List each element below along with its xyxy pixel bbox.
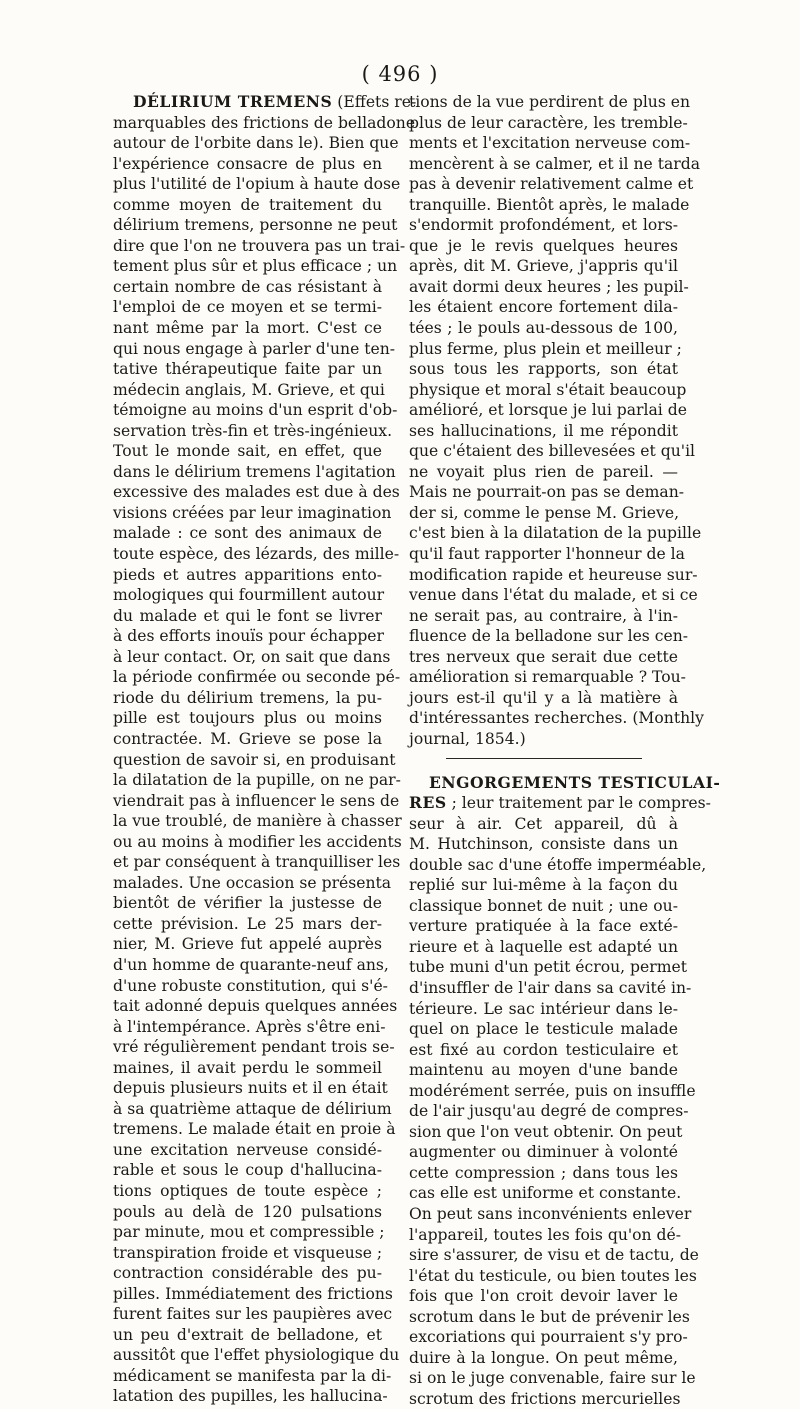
line-text: l'appareil, toutes les fois qu'on dé-	[409, 1226, 681, 1244]
right-column-line	[409, 544, 678, 565]
line-text: qui nous engage à parler d'une ten-	[113, 340, 395, 358]
left-column-line	[113, 626, 382, 647]
line-text: l'état du testicule, ou bien toutes les	[409, 1267, 697, 1285]
left-column-line	[113, 359, 382, 380]
left-column-line	[113, 523, 382, 544]
line-text: M. Hutchinson, consiste dans un	[409, 835, 678, 853]
left-column-line	[113, 1099, 382, 1120]
right-column-line	[409, 1142, 678, 1163]
right-column-line	[409, 999, 678, 1020]
line-text: la vue troublé, de manière à chasser	[113, 812, 402, 830]
left-column-line	[113, 1119, 382, 1140]
right-column-line	[409, 441, 678, 462]
line-text: ments et l'excitation nerveuse com-	[409, 134, 690, 152]
line-text: rieure et à laquelle est adapté un	[409, 938, 678, 956]
left-column-line	[113, 503, 382, 524]
line-text: der si, comme le pense M. Grieve,	[409, 504, 679, 522]
left-column-line	[113, 1181, 382, 1202]
left-column-line	[113, 565, 382, 586]
right-column-line	[409, 855, 678, 876]
line-text: scrotum dans le but de prévenir les	[409, 1308, 690, 1326]
line-text: dans le délirium tremens l'agitation	[113, 463, 396, 481]
line-text: mologiques qui fourmillent autour	[113, 586, 384, 604]
right-column-line	[409, 875, 678, 896]
right-column-line	[409, 113, 678, 134]
line-text: Tout le monde sait, en effet, que	[113, 442, 382, 460]
left-column-line	[113, 113, 382, 134]
line-text: Mais ne pourrait-on pas se deman-	[409, 483, 684, 501]
right-column-line	[409, 729, 678, 750]
left-column-line	[113, 1058, 382, 1079]
line-text: à l'intempérance. Après s'être eni-	[113, 1018, 386, 1036]
line-text: contractée. M. Grieve se pose la	[113, 730, 382, 748]
right-column-line	[409, 1163, 678, 1184]
right-column-line	[409, 339, 678, 360]
line-text: transpiration froide et visqueuse ;	[113, 1244, 382, 1262]
line-text: à sa quatrième attaque de délirium	[113, 1100, 392, 1118]
line-text: sire s'assurer, de visu et de tactu, de	[409, 1246, 699, 1264]
left-column-line	[113, 585, 382, 606]
line-text: autour de l'orbite dans le). Bien que	[113, 134, 399, 152]
line-text: mencèrent à se calmer, et il ne tarda	[409, 155, 700, 173]
left-column-line	[113, 1304, 382, 1325]
left-column-line	[113, 667, 382, 688]
right-column-line	[409, 606, 678, 627]
line-text: d'une robuste constitution, qui s'é-	[113, 977, 388, 995]
line-text: avait dormi deux heures ; les pupil-	[409, 278, 689, 296]
left-column-line	[113, 1386, 382, 1407]
right-column-line	[409, 667, 678, 688]
right-column-line	[409, 523, 678, 544]
left-column-line	[113, 236, 382, 257]
line-text: la période confirmée ou seconde pé-	[113, 668, 400, 686]
right-column	[409, 92, 678, 1409]
left-column-line	[113, 955, 382, 976]
line-text: ne serait pas, au contraire, à l'in-	[409, 607, 678, 625]
left-column-line	[113, 832, 382, 853]
line-text: journal, 1854.)	[409, 730, 526, 748]
left-column-line	[113, 1017, 382, 1038]
right-column-line	[409, 174, 678, 195]
left-column-line	[113, 339, 382, 360]
left-column-line	[113, 174, 382, 195]
left-column-line	[113, 421, 382, 442]
left-column-line	[113, 482, 382, 503]
left-column-line	[113, 996, 382, 1017]
line-text: comme moyen de traitement du	[113, 196, 382, 214]
line-text: nier, M. Grieve fut appelé auprès	[113, 935, 382, 953]
right-column-line	[409, 482, 678, 503]
line-text: plus l'utilité de l'opium à haute dose	[113, 175, 400, 193]
right-column-line	[409, 297, 678, 318]
article-heading: RES	[409, 793, 447, 812]
right-column-line	[409, 1389, 678, 1409]
line-text: une excitation nerveuse considé-	[113, 1141, 382, 1159]
right-column-line	[409, 503, 678, 524]
line-text: c'est bien à la dilatation de la pupille	[409, 524, 701, 542]
left-column-line	[113, 1284, 382, 1305]
line-text: ; leur traitement par le compres-	[447, 794, 711, 812]
left-column-line	[113, 1078, 382, 1099]
right-column-line	[409, 92, 678, 113]
right-column-line	[409, 916, 678, 937]
line-text: scrotum des frictions mercurielles	[409, 1390, 681, 1408]
line-text: toute espèce, des lézards, des mille-	[113, 545, 399, 563]
line-text: la dilatation de la pupille, on ne par-	[113, 771, 401, 789]
line-text: d'insuffler de l'air dans sa cavité in-	[409, 979, 691, 997]
right-column-line	[409, 400, 678, 421]
right-column-line	[409, 1060, 678, 1081]
left-column-line	[113, 215, 382, 236]
line-text: seur à air. Cet appareil, dû à	[409, 815, 678, 833]
line-text: depuis plusieurs nuits et il en était	[113, 1079, 388, 1097]
line-text: latation des pupilles, les hallucina-	[113, 1387, 388, 1405]
line-text: tranquille. Bientôt après, le malade	[409, 196, 689, 214]
line-text: sion que l'on veut obtenir. On peut	[409, 1123, 682, 1141]
right-column-line	[409, 1225, 678, 1246]
line-text: par minute, mou et compressible ;	[113, 1223, 385, 1241]
line-text: tube muni d'un petit écrou, permet	[409, 958, 687, 976]
right-column-line	[409, 565, 678, 586]
line-text: après, dit M. Grieve, j'appris qu'il	[409, 257, 678, 275]
right-column-line	[409, 1183, 678, 1204]
line-text: térieure. Le sac intérieur dans le-	[409, 1000, 678, 1018]
right-column-line	[409, 793, 678, 814]
left-column-line	[113, 544, 382, 565]
line-text: cette prévision. Le 25 mars der-	[113, 915, 382, 933]
line-text: tions optiques de toute espèce ;	[113, 1182, 382, 1200]
article-engorgements	[409, 773, 678, 1409]
line-text: tremens. Le malade était en proie à	[113, 1120, 396, 1138]
line-text: d'un homme de quarante-neuf ans,	[113, 956, 389, 974]
right-column-line	[409, 978, 678, 999]
line-text: quel on place le testicule malade	[409, 1020, 678, 1038]
left-column-line	[113, 154, 382, 175]
left-column-line	[113, 1243, 382, 1264]
left-column-line	[113, 277, 382, 298]
right-column-line	[409, 896, 678, 917]
line-text: aussitôt que l'effet physiologique du	[113, 1346, 399, 1364]
right-column-line	[409, 236, 678, 257]
right-column-line	[409, 1040, 678, 1061]
line-text: ou au moins à modifier les accidents	[113, 833, 402, 851]
left-column-line	[113, 400, 382, 421]
line-text: si on le juge convenable, faire sur le	[409, 1369, 696, 1387]
line-text: riode du délirium tremens, la pu-	[113, 689, 382, 707]
page-number: ( 496 )	[0, 62, 800, 86]
line-text: duire à la longue. On peut même,	[409, 1349, 678, 1367]
right-column-line	[409, 688, 678, 709]
left-column-line	[113, 1325, 382, 1346]
right-column-line	[409, 773, 678, 794]
line-text: maintenu au moyen d'une bande	[409, 1061, 678, 1079]
line-text: malade : ce sont des animaux de	[113, 524, 382, 542]
left-column-line	[113, 750, 382, 771]
line-text: d'intéressantes recherches. (Monthly	[409, 709, 704, 727]
line-text: question de savoir si, en produisant	[113, 751, 396, 769]
left-column-line	[113, 708, 382, 729]
line-text: modification rapide et heureuse sur-	[409, 566, 698, 584]
line-text: tées ; le pouls au-dessous de 100,	[409, 319, 678, 337]
right-column-line	[409, 626, 678, 647]
left-column-line	[113, 893, 382, 914]
line-text: amélioration si remarquable ? Tou-	[409, 668, 686, 686]
right-column-line	[409, 318, 678, 339]
line-text: double sac d'une étoffe imperméable,	[409, 856, 706, 874]
line-text: médicament se manifesta par la di-	[113, 1367, 391, 1385]
right-column-line	[409, 1266, 678, 1287]
left-column-line	[113, 297, 382, 318]
line-text: et par conséquent à tranquilliser les	[113, 853, 400, 871]
line-text: vré régulièrement pendant trois se-	[113, 1038, 395, 1056]
line-text: amélioré, et lorsque je lui parlai de	[409, 401, 687, 419]
line-text: malades. Une occasion se présenta	[113, 874, 391, 892]
line-text: fluence de la belladone sur les cen-	[409, 627, 688, 645]
line-text: furent faites sur les paupières avec	[113, 1305, 392, 1323]
left-column	[113, 92, 382, 1407]
right-column-line	[409, 133, 678, 154]
left-column-line	[113, 1037, 382, 1058]
article-heading: DÉLIRIUM TREMENS	[133, 92, 332, 111]
line-text: certain nombre de cas résistant à	[113, 278, 382, 296]
line-text: verture pratiquée à la face exté-	[409, 917, 678, 935]
left-column-line	[113, 318, 382, 339]
right-column-line	[409, 1204, 678, 1225]
line-text: tait adonné depuis quelques années	[113, 997, 397, 1015]
line-text: physique et moral s'était beaucoup	[409, 381, 686, 399]
line-text: classique bonnet de nuit ; une ou-	[409, 897, 678, 915]
left-column-line	[113, 133, 382, 154]
right-column-line	[409, 1307, 678, 1328]
line-text: l'emploi de ce moyen et se termi-	[113, 298, 382, 316]
left-column-line	[113, 256, 382, 277]
article-divider	[446, 758, 642, 759]
article-delirium-continued	[409, 92, 678, 750]
left-column-line	[113, 1263, 382, 1284]
left-column-line	[113, 1160, 382, 1181]
line-text: qu'il faut rapporter l'honneur de la	[409, 545, 685, 563]
line-text: médecin anglais, M. Grieve, et qui	[113, 381, 385, 399]
line-text: s'endormit profondément, et lors-	[409, 216, 678, 234]
right-column-line	[409, 708, 678, 729]
line-text: tement plus sûr et plus efficace ; un	[113, 257, 397, 275]
right-column-line	[409, 215, 678, 236]
right-column-line	[409, 1327, 678, 1348]
right-column-line	[409, 462, 678, 483]
left-column-line	[113, 811, 382, 832]
right-column-line	[409, 585, 678, 606]
line-text: délirium tremens, personne ne peut	[113, 216, 397, 234]
line-text: excoriations qui pourraient s'y pro-	[409, 1328, 688, 1346]
line-text: viendrait pas à influencer le sens de	[113, 792, 399, 810]
left-column-line	[113, 1366, 382, 1387]
line-text: dire que l'on ne trouvera pas un trai-	[113, 237, 405, 255]
line-text: sous tous les rapports, son état	[409, 360, 678, 378]
line-text: cette compression ; dans tous les	[409, 1164, 678, 1182]
line-text: (Effets re-	[332, 93, 416, 111]
right-column-line	[409, 814, 678, 835]
right-column-line	[409, 1101, 678, 1122]
left-column-line	[113, 914, 382, 935]
left-column-line	[113, 647, 382, 668]
line-text: maines, il avait perdu le sommeil	[113, 1059, 382, 1077]
line-text: que c'étaient des billevesées et qu'il	[409, 442, 695, 460]
line-text: pieds et autres apparitions ento-	[113, 566, 382, 584]
line-text: servation très-fin et très-ingénieux.	[113, 422, 392, 440]
left-column-line	[113, 688, 382, 709]
line-text: augmenter ou diminuer à volonté	[409, 1143, 678, 1161]
left-column-line	[113, 852, 382, 873]
article-heading: ENGORGEMENTS TESTICULAI-	[429, 773, 720, 792]
line-text: pilles. Immédiatement des frictions	[113, 1285, 393, 1303]
line-text: venue dans l'état du malade, et si ce	[409, 586, 698, 604]
line-text: contraction considérable des pu-	[113, 1264, 382, 1282]
line-text: un peu d'extrait de belladone, et	[113, 1326, 382, 1344]
left-column-line	[113, 1140, 382, 1161]
line-text: pas à devenir relativement calme et	[409, 175, 693, 193]
right-column-line	[409, 277, 678, 298]
line-text: plus de leur caractère, les tremble-	[409, 114, 688, 132]
left-column-line	[113, 934, 382, 955]
line-text: tative thérapeutique faite par un	[113, 360, 382, 378]
line-text: fois que l'on croit devoir laver le	[409, 1287, 678, 1305]
right-column-line	[409, 359, 678, 380]
right-column-line	[409, 380, 678, 401]
left-column-line	[113, 976, 382, 997]
right-column-line	[409, 957, 678, 978]
left-column-line	[113, 770, 382, 791]
line-text: plus ferme, plus plein et meilleur ;	[409, 340, 682, 358]
line-text: jours est-il qu'il y a là matière à	[409, 689, 678, 707]
line-text: à des efforts inouïs pour échapper	[113, 627, 384, 645]
line-text: du malade et qui le font se livrer	[113, 607, 382, 625]
left-column-line	[113, 1222, 382, 1243]
right-column-line	[409, 834, 678, 855]
line-text: à leur contact. Or, on sait que dans	[113, 648, 390, 666]
right-column-line	[409, 1368, 678, 1389]
right-column-line	[409, 937, 678, 958]
right-column-line	[409, 1348, 678, 1369]
line-text: ne voyait plus rien de pareil. —	[409, 463, 678, 481]
line-text: ses hallucinations, il me répondit	[409, 422, 678, 440]
line-text: tions de la vue perdirent de plus en	[409, 93, 690, 111]
line-text: marquables des frictions de belladone	[113, 114, 415, 132]
right-column-line	[409, 256, 678, 277]
right-column-line	[409, 421, 678, 442]
right-column-line	[409, 1122, 678, 1143]
right-column-line	[409, 647, 678, 668]
line-text: l'expérience consacre de plus en	[113, 155, 382, 173]
line-text: tres nerveux que serait due cette	[409, 648, 678, 666]
left-column-line	[113, 873, 382, 894]
left-column-line	[113, 606, 382, 627]
left-column-line	[113, 195, 382, 216]
line-text: pille est toujours plus ou moins	[113, 709, 382, 727]
right-column-line	[409, 1286, 678, 1307]
right-column-line	[409, 1019, 678, 1040]
line-text: replié sur lui-même à la façon du	[409, 876, 678, 894]
line-text: que je le revis quelques heures	[409, 237, 678, 255]
line-text: nant même par la mort. C'est ce	[113, 319, 382, 337]
line-text: visions créées par leur imagination	[113, 504, 391, 522]
left-column-line	[113, 441, 382, 462]
left-column-line	[113, 92, 382, 113]
line-text: cas elle est uniforme et constante.	[409, 1184, 681, 1202]
line-text: modérément serrée, puis on insuffle	[409, 1082, 696, 1100]
left-column-line	[113, 1345, 382, 1366]
left-column-line	[113, 729, 382, 750]
left-column-line	[113, 380, 382, 401]
line-text: les étaient encore fortement dila-	[409, 298, 678, 316]
line-text: rable et sous le coup d'hallucina-	[113, 1161, 382, 1179]
right-column-line	[409, 1081, 678, 1102]
line-text: de l'air jusqu'au degré de compres-	[409, 1102, 688, 1120]
right-column-line	[409, 195, 678, 216]
right-column-line	[409, 154, 678, 175]
line-text: pouls au delà de 120 pulsations	[113, 1203, 382, 1221]
left-column-line	[113, 1202, 382, 1223]
left-column-line	[113, 462, 382, 483]
right-column-line	[409, 1245, 678, 1266]
line-text: excessive des malades est due à des	[113, 483, 400, 501]
left-column-line	[113, 791, 382, 812]
line-text: témoigne au moins d'un esprit d'ob-	[113, 401, 397, 419]
line-text: bientôt de vérifier la justesse de	[113, 894, 382, 912]
line-text: On peut sans inconvénients enlever	[409, 1205, 691, 1223]
line-text: est fixé au cordon testiculaire et	[409, 1041, 678, 1059]
